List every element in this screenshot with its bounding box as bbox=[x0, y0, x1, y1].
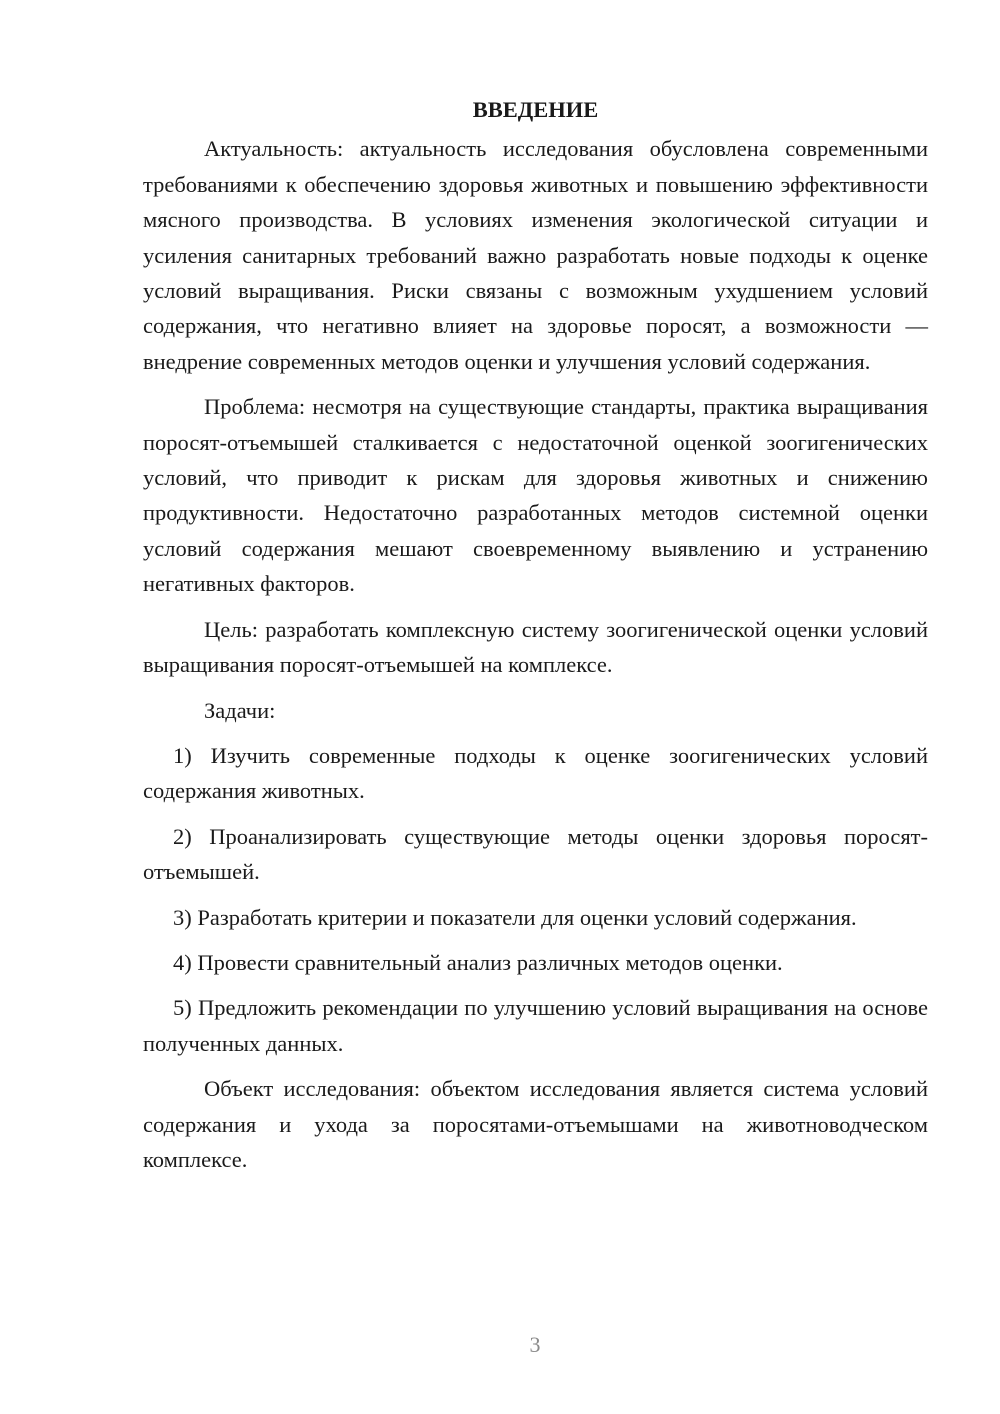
document-page bbox=[143, 92, 928, 1187]
task-item-1: 1) Изучить современные подходы к оценке зоогигенических условий содержания животных. bbox=[143, 742, 928, 804]
tasks-heading: Задачи: bbox=[204, 697, 276, 723]
section-title: ВВЕДЕНИЕ bbox=[472, 97, 599, 122]
object-paragraph: Объект исследования: объектом исследования является система условий содержания и ухода за поросятами-отъемышами на животноводческом комплексе. bbox=[143, 1076, 928, 1172]
relevance-paragraph: Актуальность: актуальность исследования обусловлена современными требованиями к обеспечению здоровья животных и повышению эффективности мясного производства. В условиях изменения экологической ситуации и усиления санитарных требований важно разработать новые подходы к оценке условий выращивания. Риски связаны с возможным ухудшением условий содержания, что негативно влияет на здоровье поросят, а возможности — внедрение современных методов оценки и улучшения условий содержания. bbox=[143, 136, 928, 374]
page-number: 3 bbox=[529, 1332, 541, 1357]
task-item-5: 5) Предложить рекомендации по улучшению условий выращивания на основе полученных данных. bbox=[143, 995, 928, 1056]
problem-paragraph: Проблема: несмотря на существующие стандарты, практика выращивания поросят-отъемышей сталкивается с недостаточной оценкой зоогигенических условий, что приводит к рискам для здоровья животных и снижению продуктивности. Недостаточно разработанных методов системной оценки условий содержания мешают своевременному выявлению и устранению негативных факторов. bbox=[143, 394, 928, 597]
goal-paragraph: Цель: разработать комплексную систему зоогигенической оценки условий выращивания поросят-отъемышей на комплексе. bbox=[143, 616, 928, 678]
task-item-4: 4) Провести сравнительный анализ различных методов оценки. bbox=[173, 949, 783, 975]
task-item-3: 3) Разработать критерии и показатели для оценки условий содержания. bbox=[173, 904, 857, 930]
task-item-2: 2) Проанализировать существующие методы оценки здоровья поросят-отъемышей. bbox=[143, 823, 928, 885]
